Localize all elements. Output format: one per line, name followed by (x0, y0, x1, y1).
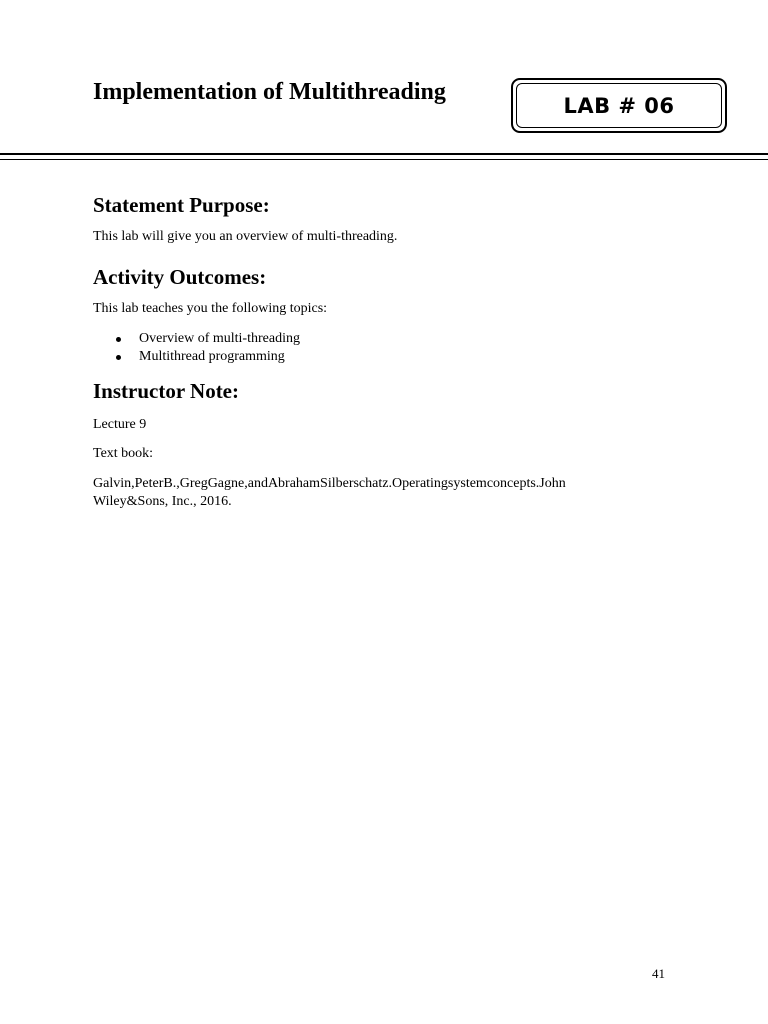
outcomes-intro: This lab teaches you the following topics: (93, 301, 328, 316)
list-item (93, 348, 693, 366)
header-divider-thick (0, 153, 768, 155)
document-body (93, 190, 693, 511)
textbook-label: Text book: (93, 446, 154, 461)
lab-number-label: LAB # 06 (516, 83, 722, 128)
lecture-text: Lecture 9 (93, 417, 147, 432)
outcomes-list (93, 330, 693, 366)
header-divider-thin (0, 159, 768, 160)
list-item (93, 330, 693, 348)
bullet-icon (116, 337, 121, 342)
purpose-heading: Statement Purpose: (93, 193, 270, 217)
reference-line-2: Wiley&Sons, Inc., 2016. (93, 494, 232, 509)
purpose-text: This lab will give you an overview of multi-threading. (93, 229, 398, 244)
document-title: Implementation of Multithreading (93, 79, 446, 105)
list-item-text: Multithread programming (139, 349, 285, 364)
reference-line-1: Galvin,PeterB.,GregGagne,andAbrahamSilberschatz.Operatingsystemconcepts.John (93, 476, 566, 491)
instructor-note-heading: Instructor Note: (93, 379, 239, 403)
bullet-icon (116, 355, 121, 360)
outcomes-heading: Activity Outcomes: (93, 265, 267, 289)
page-number: 41 (652, 966, 665, 981)
lab-number-badge (511, 78, 727, 133)
list-item-text: Overview of multi-threading (139, 331, 300, 346)
